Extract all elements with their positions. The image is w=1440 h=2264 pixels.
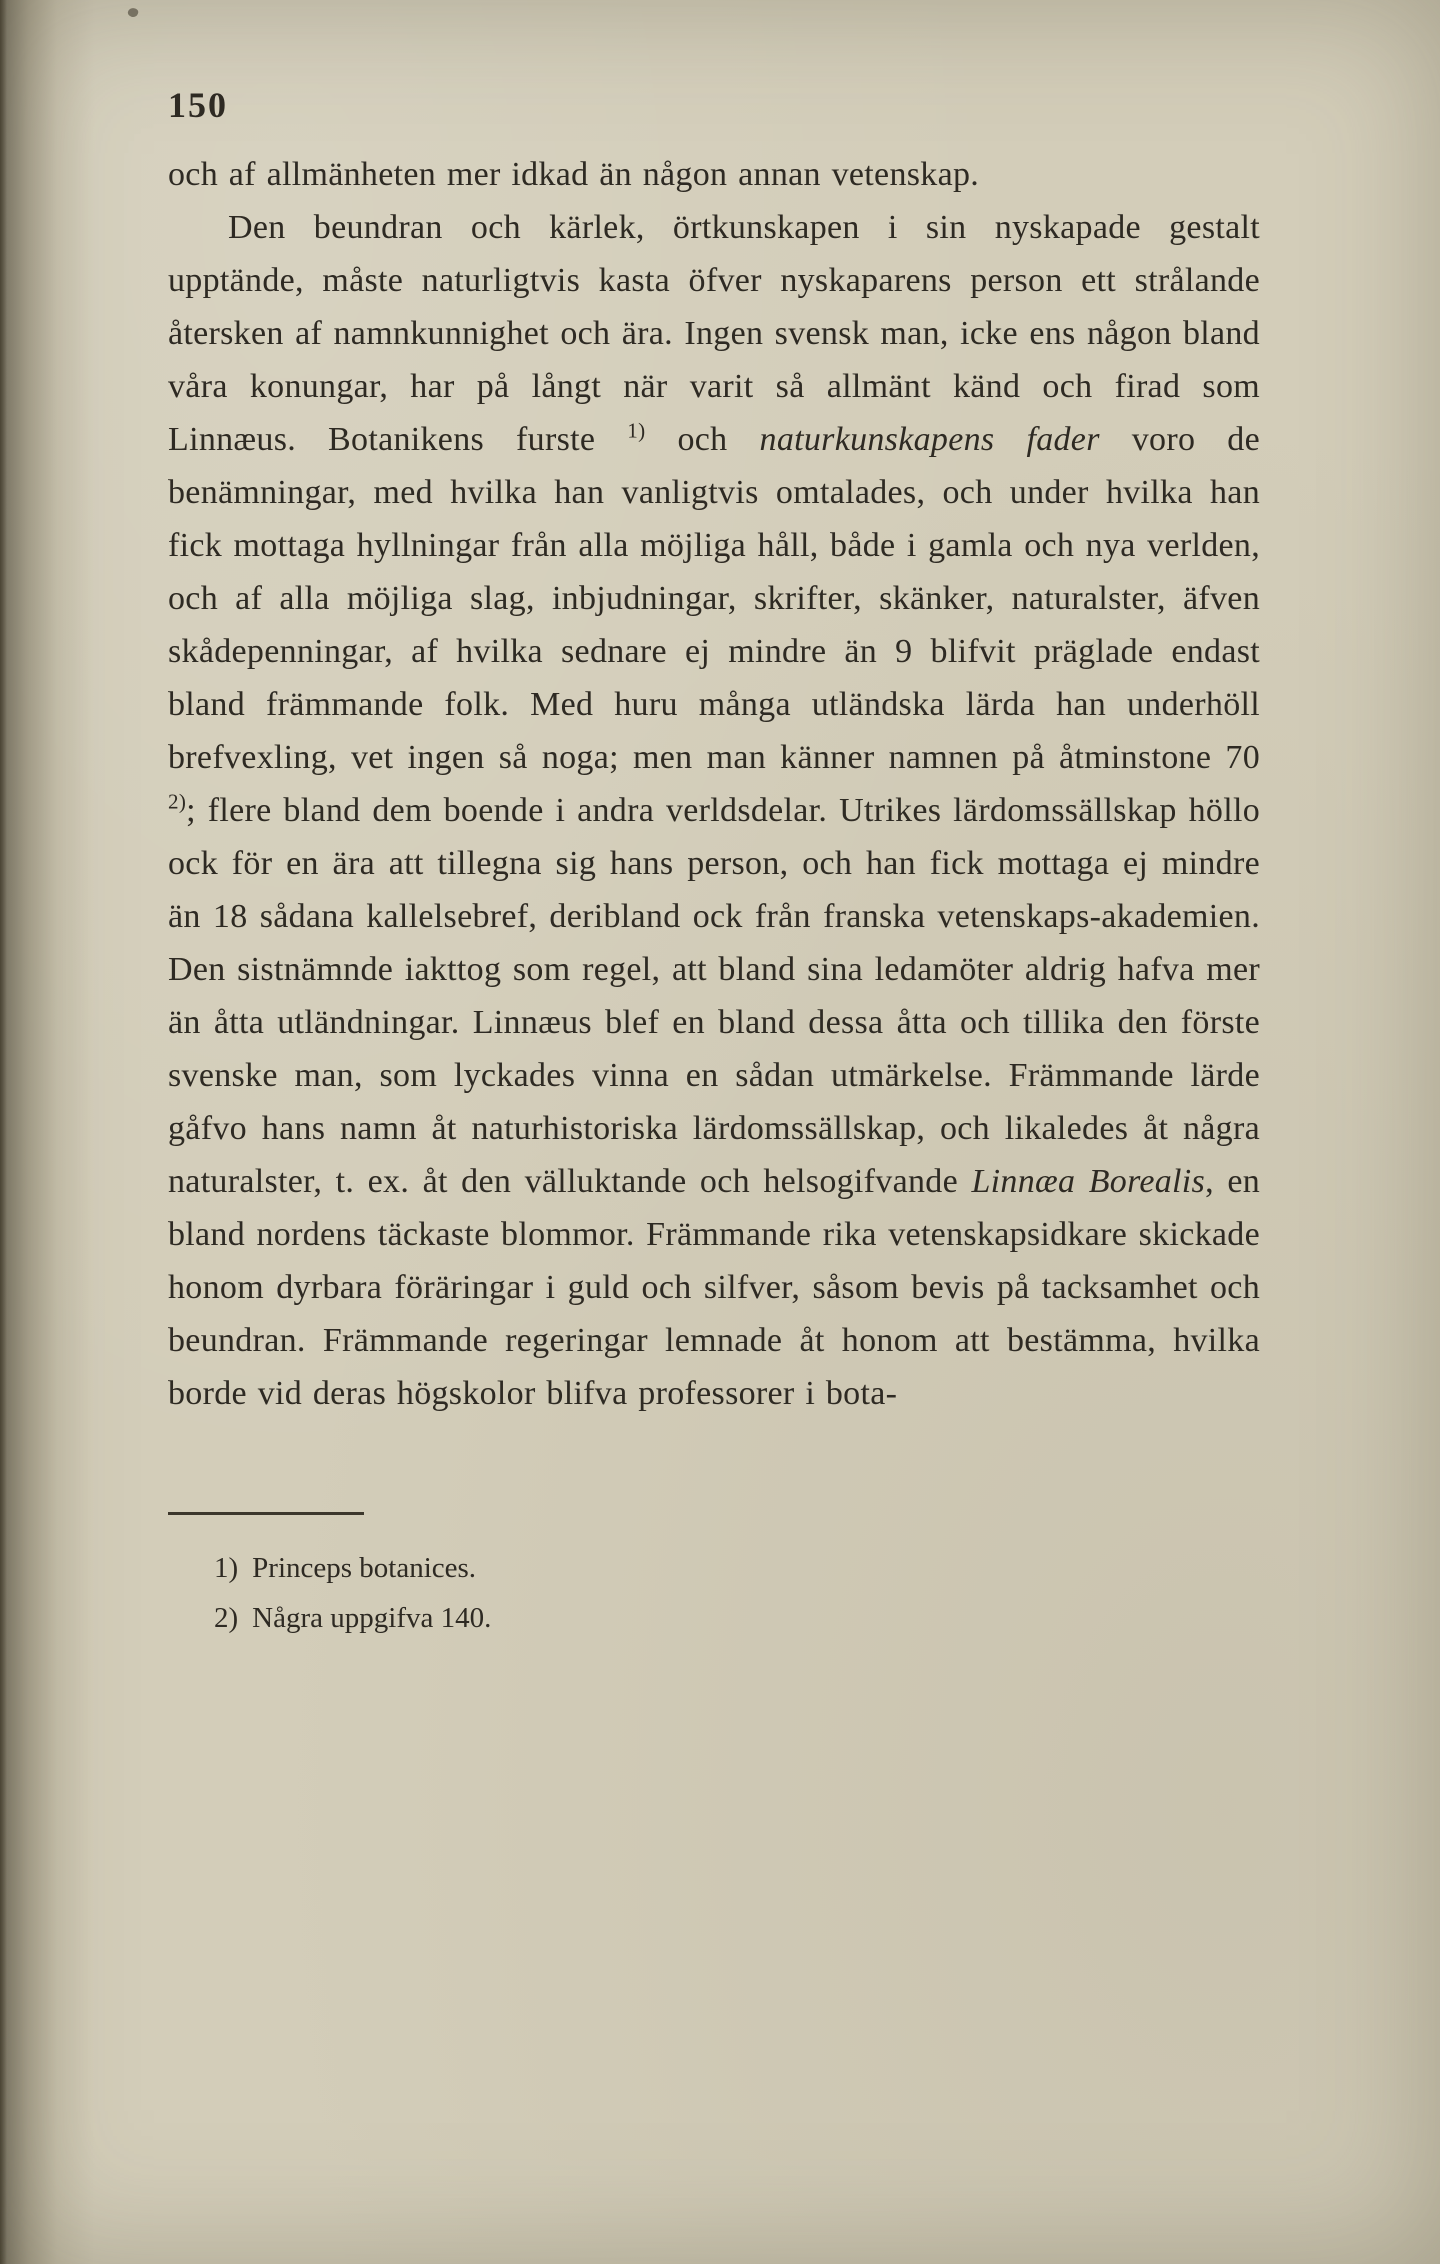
footnote-number: 2) [214, 1602, 239, 1634]
footnote-text: Några uppgifva 140. [252, 1602, 492, 1634]
binding-shadow [0, 0, 95, 2264]
page-number: 150 [168, 85, 228, 125]
text-segment: Den beundran och kärlek, örtkunskapen i sin nyskapade gestalt upptände, måste naturligtvis kasta öfver nyskaparens person ett strålande återsken af namnkunnighet och ära. Ingen svensk man, icke ens någon bland våra konungar, har på långt när varit så allmänt känd och firad som Linnæus. Botanikens furste [168, 209, 1260, 458]
text-segment: naturkunskapens fader [759, 421, 1100, 458]
page-content [168, 84, 1260, 1643]
page-edge [0, 0, 7, 2264]
text-segment: och [645, 421, 760, 458]
paragraph [168, 201, 1260, 1420]
text-segment: , en bland nordens täckaste blommor. Främmande rika vetenskapsidkare skickade honom dyrbara föräringar i guld och silfver, såsom bevis på tacksamhet och beundran. Främmande regeringar lemnade åt honom att bestämma, hvilka borde vid deras högskolor blifva professorer i bota- [168, 1163, 1261, 1412]
footnote [214, 1593, 1260, 1643]
footnote-marker: 1) [627, 418, 646, 443]
body-text [168, 148, 1260, 1420]
footnote-number: 1) [214, 1552, 239, 1584]
paper-speck [127, 7, 139, 19]
text-segment: voro de benämningar, med hvilka han vanligtvis omtalades, och under hvilka han fick mottaga hyllningar från alla möjliga håll, både i gamla och nya verlden, och af alla möjliga slag, inbjudningar, skrifter, skänker, naturalster, äfven skådepenningar, af hvilka sednare ej mindre än 9 blifvit präglade endast bland främmande folk. Med huru många utländska lärda han underhöll brefvexling, vet ingen så noga; men man känner namnen på åtminstone 70 [168, 421, 1260, 776]
text-segment: Linnæa Borealis [971, 1163, 1206, 1200]
text-segment: ; flere bland dem boende i andra verldsdelar. Utrikes lärdomssällskap höllo ock för en ära att tillegna sig hans person, och han fick mottaga ej mindre än 18 sådana kallelsebref, deribland ock från franska vetenskaps-akademien. Den sistnämnde iakttog som regel, att bland sina ledamöter aldrig hafva mer än åtta utländningar. Linnæus blef en bland dessa åtta och tillika den förste svenske man, som lyckades vinna en sådan utmärkelse. Främmande lärde gåfvo hans namn åt naturhistoriska lärdomssällskap, och likaledes åt några naturalster, t. ex. åt den välluktande och helsogifvande [168, 792, 1260, 1200]
footnote-marker: 2) [168, 789, 187, 814]
text-segment: och af allmänheten mer idkad än någon annan vetenskap. [168, 156, 980, 193]
footnotes [168, 1543, 1260, 1643]
footnote-separator [168, 1512, 364, 1515]
paragraph [168, 148, 1260, 201]
footnote [214, 1543, 1260, 1593]
footnote-text: Princeps botanices. [252, 1552, 477, 1584]
